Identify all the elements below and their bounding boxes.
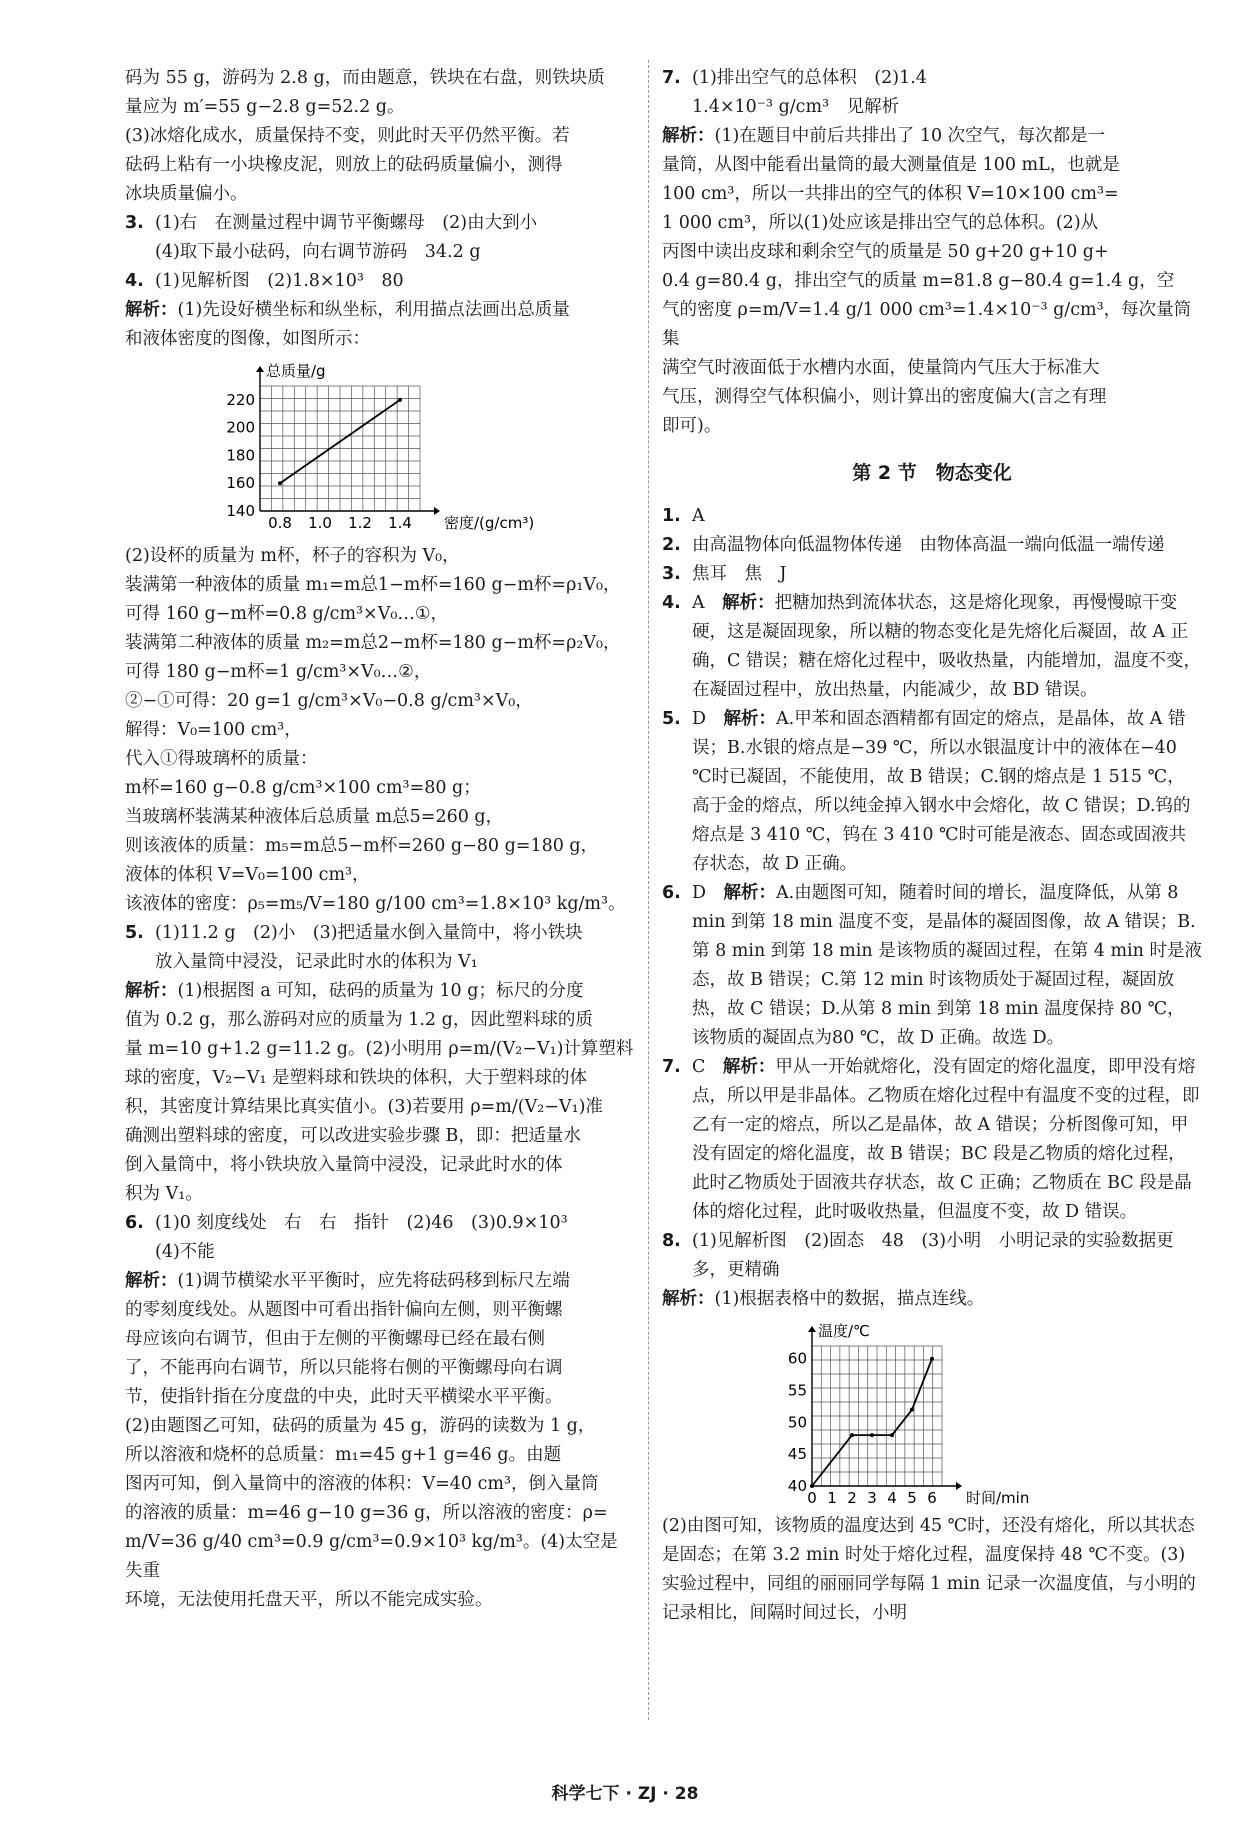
- data-point: [810, 1484, 814, 1488]
- y-tick-label: 220: [226, 390, 255, 409]
- answer-text: D 解析：A.甲苯和固态酒精都有固定的熔点，是晶体，故 A 错误；B.水银的熔点是−39 ℃，所以水银温度计中的液体在−40 ℃时已凝固，不能使用，故 B 错误；C.钢的熔点是 1 515 ℃，高于金的熔点，所以纯金掉入钢水中会熔化，故 C 错误；D.钨的熔点是 3 410 ℃，钨在 3 410 ℃时可能是液态、固态或固液共存状态，故 D 正确。: [692, 709, 1191, 874]
- question-number: 7.: [662, 1057, 681, 1077]
- text-line: (2)由图可知，该物质的温度达到 45 ℃时，还没有熔化，所以其状态是固态；在第 3.2 min 时处于熔化过程，温度保持 48 ℃不变。(3)实验过程中，同组的丽丽同学每隔 1 min 记录一次温度值，与小明的记录相比，间隔时间过长，小明: [662, 1516, 1196, 1623]
- question-3: [125, 209, 635, 267]
- question-number: 3.: [125, 213, 144, 233]
- question-number: 5.: [662, 709, 681, 729]
- question-4: [125, 267, 635, 296]
- answer-text: 由高温物体向低温物体传递 由物体高温一端向低温一端传递: [692, 535, 1165, 555]
- analysis-label: 解析：: [662, 1289, 715, 1309]
- x-tick-label: 1.4: [388, 514, 412, 532]
- answer-line: (1)见解析图 (2)1.8×10³ 80: [155, 271, 404, 291]
- question-number: 2.: [662, 535, 681, 555]
- text-line: 确测出塑料球的密度，可以改进实验步骤 B，即：把适量水: [125, 1126, 581, 1146]
- answer-7: [662, 1053, 1202, 1227]
- y-axis-label: 温度/℃: [818, 1322, 870, 1340]
- left-column: [125, 64, 635, 1615]
- text-line: 积为 V₁。: [125, 1184, 203, 1204]
- data-point: [910, 1408, 914, 1412]
- question-number: 8.: [662, 1231, 681, 1251]
- analysis-label: 解析：: [125, 300, 178, 320]
- data-point: [278, 481, 282, 485]
- y-tick-label: 60: [787, 1349, 807, 1368]
- data-point: [850, 1433, 854, 1437]
- text-line: 气的密度 ρ=m/V=1.4 g/1 000 cm³=1.4×10⁻³ g/cm³，每次量筒集: [662, 300, 1192, 349]
- question-number: 5.: [125, 923, 144, 943]
- text-line: 倒入量筒中，将小铁块放入量筒中浸没，记录此时水的体: [125, 1155, 563, 1175]
- text-line: 气压，测得空气体积偏小，则计算出的密度偏大(言之有理: [662, 387, 1107, 407]
- text-line: (2)由题图乙可知，砝码的质量为 45 g，游码的读数为 1 g，: [125, 1416, 596, 1436]
- question-number: 4.: [125, 271, 144, 291]
- text-line: 的溶液的质量：m=46 g−10 g=36 g，所以溶液的密度：ρ=: [125, 1503, 608, 1523]
- y-tick-label: 200: [226, 418, 255, 437]
- y-tick-label: 180: [226, 446, 255, 465]
- text-line: 母应该向右调节，但由于左侧的平衡螺母已经在最右侧: [125, 1329, 545, 1349]
- answer-line: 1.4×10⁻³ g/cm³ 见解析: [692, 97, 900, 117]
- text-line: 了，不能再向右调节，所以只能将右侧的平衡螺母向右调: [125, 1358, 563, 1378]
- x-tick-label: 1.0: [308, 514, 332, 532]
- text-line: 当玻璃杯装满某种液体后总质量 m总5=260 g，: [125, 807, 504, 827]
- text-line: 量 m=10 g+1.2 g=11.2 g。(2)小明用 ρ=m/(V₂−V₁)计算塑料: [125, 1039, 634, 1059]
- y-tick-label: 40: [787, 1477, 807, 1495]
- text-line: 则该液体的质量：m₅=m总5−m杯=260 g−80 g=180 g，: [125, 836, 599, 856]
- y-axis-label: 总质量/g: [266, 362, 326, 380]
- text-line: 满空气时液面低于水槽内水面，使量筒内气压大于标准大: [662, 358, 1100, 378]
- text-line: 冰块质量偏小。: [125, 184, 248, 204]
- text-line: 该液体的密度：ρ₅=m₅/V=180 g/100 cm³=1.8×10³ kg/m³。: [125, 894, 626, 914]
- answer-1: [662, 502, 1202, 531]
- answer-text: (1)见解析图 (2)固态 48 (3)小明 小明记录的实验数据更多，更精确: [692, 1231, 1174, 1280]
- x-tick-label: 1.2: [348, 514, 372, 532]
- analysis-label: 解析：: [125, 1271, 178, 1291]
- text-line: 即可)。: [662, 416, 722, 436]
- answer-text: A 解析：把糖加热到流体状态，这是熔化现象，再慢慢晾干变硬，这是凝固现象，所以糖的物态变化是先熔化后凝固，故 A 正确，C 错误；糖在熔化过程中，吸收热量，内能增加，温度不变，在凝固过程中，放出热量，内能减少，故 BD 错误。: [692, 593, 1201, 700]
- data-point: [890, 1433, 894, 1437]
- mass-density-chart: [185, 358, 535, 538]
- text-line: 图丙可知，倒入量筒中的溶液的体积：V=40 cm³，倒入量筒: [125, 1474, 599, 1494]
- text-line: 可得 180 g−m杯=1 g/cm³×V₀…②，: [125, 662, 432, 682]
- answer-6: [662, 879, 1202, 1053]
- text-line: 可得 160 g−m杯=0.8 g/cm³×V₀…①，: [125, 604, 449, 624]
- answer-text: A: [692, 506, 705, 526]
- answer-line: (1)11.2 g (2)小 (3)把适量水倒入量筒中，将小铁块: [155, 923, 583, 943]
- y-axis-arrow: [808, 1326, 816, 1332]
- text-line: ②−①可得：20 g=1 g/cm³×V₀−0.8 g/cm³×V₀，: [125, 691, 533, 711]
- text-line: (3)冰熔化成水，质量保持不变，则此时天平仍然平衡。若: [125, 126, 570, 146]
- analysis-label: 解析：: [662, 126, 715, 146]
- x-tick-label: 0.8: [268, 514, 292, 532]
- data-point: [870, 1433, 874, 1437]
- x-tick-label: 6: [927, 1489, 937, 1507]
- text-line: 的零刻度线处。从题图中可看出指针偏向左侧，则平衡螺: [125, 1300, 563, 1320]
- analysis-label: 解析：: [722, 1057, 776, 1077]
- answer-line: (4)不能: [155, 1242, 215, 1262]
- text-line: (2)设杯的质量为 m杯，杯子的容积为 V₀，: [125, 546, 460, 566]
- analysis-line: 解析：(1)根据表格中的数据，描点连线。: [662, 1289, 985, 1309]
- text-line: 和液体密度的图像，如图所示：: [125, 329, 370, 349]
- analysis-line: 解析：(1)先设好横坐标和纵坐标，利用描点法画出总质量: [125, 300, 570, 320]
- x-axis-arrow: [956, 1482, 962, 1490]
- text-line: 量应为 m′=55 g−2.8 g=52.2 g。: [125, 97, 405, 117]
- text-line: 解得：V₀=100 cm³，: [125, 720, 302, 740]
- analysis-label: 解析：: [125, 981, 178, 1001]
- y-tick-label: 45: [787, 1445, 807, 1464]
- x-tick-label: 1: [827, 1489, 837, 1507]
- answer-2: [662, 531, 1202, 560]
- text-line: 代入①得玻璃杯的质量：: [125, 749, 318, 769]
- text-line: m/V=36 g/40 cm³=0.9 g/cm³=0.9×10³ kg/m³。(4)太空是失重: [125, 1532, 618, 1581]
- x-tick-label: 0: [807, 1489, 817, 1507]
- question-number: 7.: [662, 68, 681, 88]
- text-line: 装满第一种液体的质量 m₁=m总1−m杯=160 g−m杯=ρ₁V₀，: [125, 575, 621, 595]
- text-line: 装满第二种液体的质量 m₂=m总2−m杯=180 g−m杯=ρ₂V₀，: [125, 633, 621, 653]
- analysis-label: 解析：: [723, 709, 777, 729]
- analysis-line: 解析：(1)在题目中前后共排出了 10 次空气，每次都是一: [662, 126, 1106, 146]
- analysis-line: 解析：(1)调节横梁水平平衡时，应先将砝码移到标尺左端: [125, 1271, 570, 1291]
- answer-text: 焦耳 焦 J: [692, 564, 787, 584]
- text-line: 液体的体积 V=V₀=100 cm³，: [125, 865, 370, 885]
- question-number: 6.: [662, 883, 681, 903]
- text-line: 1 000 cm³，所以(1)处应该是排出空气的总体积。(2)从: [662, 213, 1099, 233]
- question-number: 6.: [125, 1213, 144, 1233]
- text-line: 砝码上粘有一小块橡皮泥，则放上的砝码质量偏小，测得: [125, 155, 563, 175]
- answer-line: (1)右 在测量过程中调节平衡螺母 (2)由大到小: [155, 213, 538, 233]
- x-tick-label: 4: [887, 1489, 897, 1507]
- text-line: 积，其密度计算结果比真实值小。(3)若要用 ρ=m/(V₂−V₁)准: [125, 1097, 603, 1117]
- temperature-time-chart: [772, 1318, 1052, 1508]
- analysis-label: 解析：: [722, 593, 775, 613]
- text-line: 量筒，从图中能看出量筒的最大测量值是 100 mL，也就是: [662, 155, 1120, 175]
- text-line: 0.4 g=80.4 g，排出空气的质量 m=81.8 g−80.4 g=1.4 g，空: [662, 271, 1175, 291]
- x-axis-arrow: [434, 507, 440, 515]
- x-axis-label: 密度/(g/cm³): [444, 514, 535, 532]
- answer-line: (1)0 刻度线处 右 右 指针 (2)46 (3)0.9×10³: [155, 1213, 568, 1233]
- answer-3: [662, 560, 1202, 589]
- text-line: 码为 55 g，游码为 2.8 g，而由题意，铁块在右盘，则铁块质: [125, 68, 605, 88]
- answer-8: [662, 1227, 1202, 1285]
- text-line: 球的密度，V₂−V₁ 是塑料球和铁块的体积，大于塑料球的体: [125, 1068, 588, 1088]
- question-6: [125, 1209, 635, 1267]
- analysis-label: 解析：: [723, 883, 777, 903]
- y-tick-label: 140: [226, 502, 255, 520]
- text-line: 丙图中读出皮球和剩余空气的质量是 50 g+20 g+10 g+: [662, 242, 1109, 262]
- y-axis-arrow: [256, 366, 264, 372]
- text-line: 环境，无法使用托盘天平，所以不能完成实验。: [125, 1590, 493, 1610]
- x-tick-label: 3: [867, 1489, 877, 1507]
- answer-4: [662, 589, 1202, 705]
- answer-5: [662, 705, 1202, 879]
- answer-line: (1)排出空气的总体积 (2)1.4: [692, 68, 927, 88]
- page-footer: 科学七下 · ZJ · 28: [551, 1784, 699, 1804]
- x-axis-label: 时间/min: [966, 1489, 1030, 1507]
- question-number: 4.: [662, 593, 681, 613]
- text-line: 100 cm³，所以一共排出的空气的体积 V=10×100 cm³=: [662, 184, 1119, 204]
- answer-line: (4)取下最小砝码，向右调节游码 34.2 g: [155, 242, 481, 262]
- y-tick-label: 50: [787, 1413, 807, 1432]
- y-tick-label: 160: [226, 474, 255, 493]
- column-divider: [648, 60, 649, 1720]
- analysis-line: 解析：(1)根据图 a 可知，砝码的质量为 10 g；标尺的分度: [125, 981, 584, 1001]
- text-line: 节，使指针指在分度盘的中央，此时天平横梁水平平衡。: [125, 1387, 563, 1407]
- x-tick-label: 5: [907, 1489, 917, 1507]
- question-number: 3.: [662, 564, 681, 584]
- text-line: 所以溶液和烧杯的总质量：m₁=45 g+1 g=46 g。由题: [125, 1445, 562, 1465]
- text-line: 值为 0.2 g，那么游码对应的质量为 1.2 g，因此塑料球的质: [125, 1010, 593, 1030]
- question-5: [125, 919, 635, 977]
- answer-line: 放入量筒中浸没，记录此时水的体积为 V₁: [155, 952, 478, 972]
- y-tick-label: 55: [787, 1381, 807, 1400]
- answer-text: C 解析：甲从一开始就熔化，没有固定的熔化温度，即甲没有熔点，所以甲是非晶体。乙物质在熔化过程中有温度不变的过程，即乙有一定的熔点，所以乙是晶体，故 A 错误；分析图像可知，甲没有固定的熔化温度，故 B 错误；BC 段是乙物质的熔化过程，此时乙物质处于固液共存状态，故 C 正确；乙物质在 BC 段是晶体的熔化过程，此时吸收热量，但温度不变，故 D 错误。: [692, 1057, 1200, 1222]
- right-column: [662, 64, 1202, 1628]
- section-title: 第 2 节 物态变化: [852, 462, 1012, 484]
- data-point: [930, 1357, 934, 1361]
- text-line: m杯=160 g−0.8 g/cm³×100 cm³=80 g；: [125, 778, 481, 798]
- question-7: [662, 64, 1202, 122]
- answer-text: D 解析：A.由题图可知，随着时间的增长，温度降低，从第 8 min 到第 18 min 温度不变，是晶体的凝固图像，故 A 错误；B.第 8 min 到第 18 min 是该物质的凝固过程，在第 4 min 时是液态，故 B 错误；C.第 12 min 时该物质处于凝固过程，凝固放热，故 C 错误；D.从第 8 min 到第 18 min 温度保持 80 ℃，该物质的凝固点为80 ℃，故 D 正确。故选 D。: [692, 883, 1202, 1048]
- x-tick-label: 2: [847, 1489, 857, 1507]
- data-point: [398, 398, 402, 402]
- question-number: 1.: [662, 506, 681, 526]
